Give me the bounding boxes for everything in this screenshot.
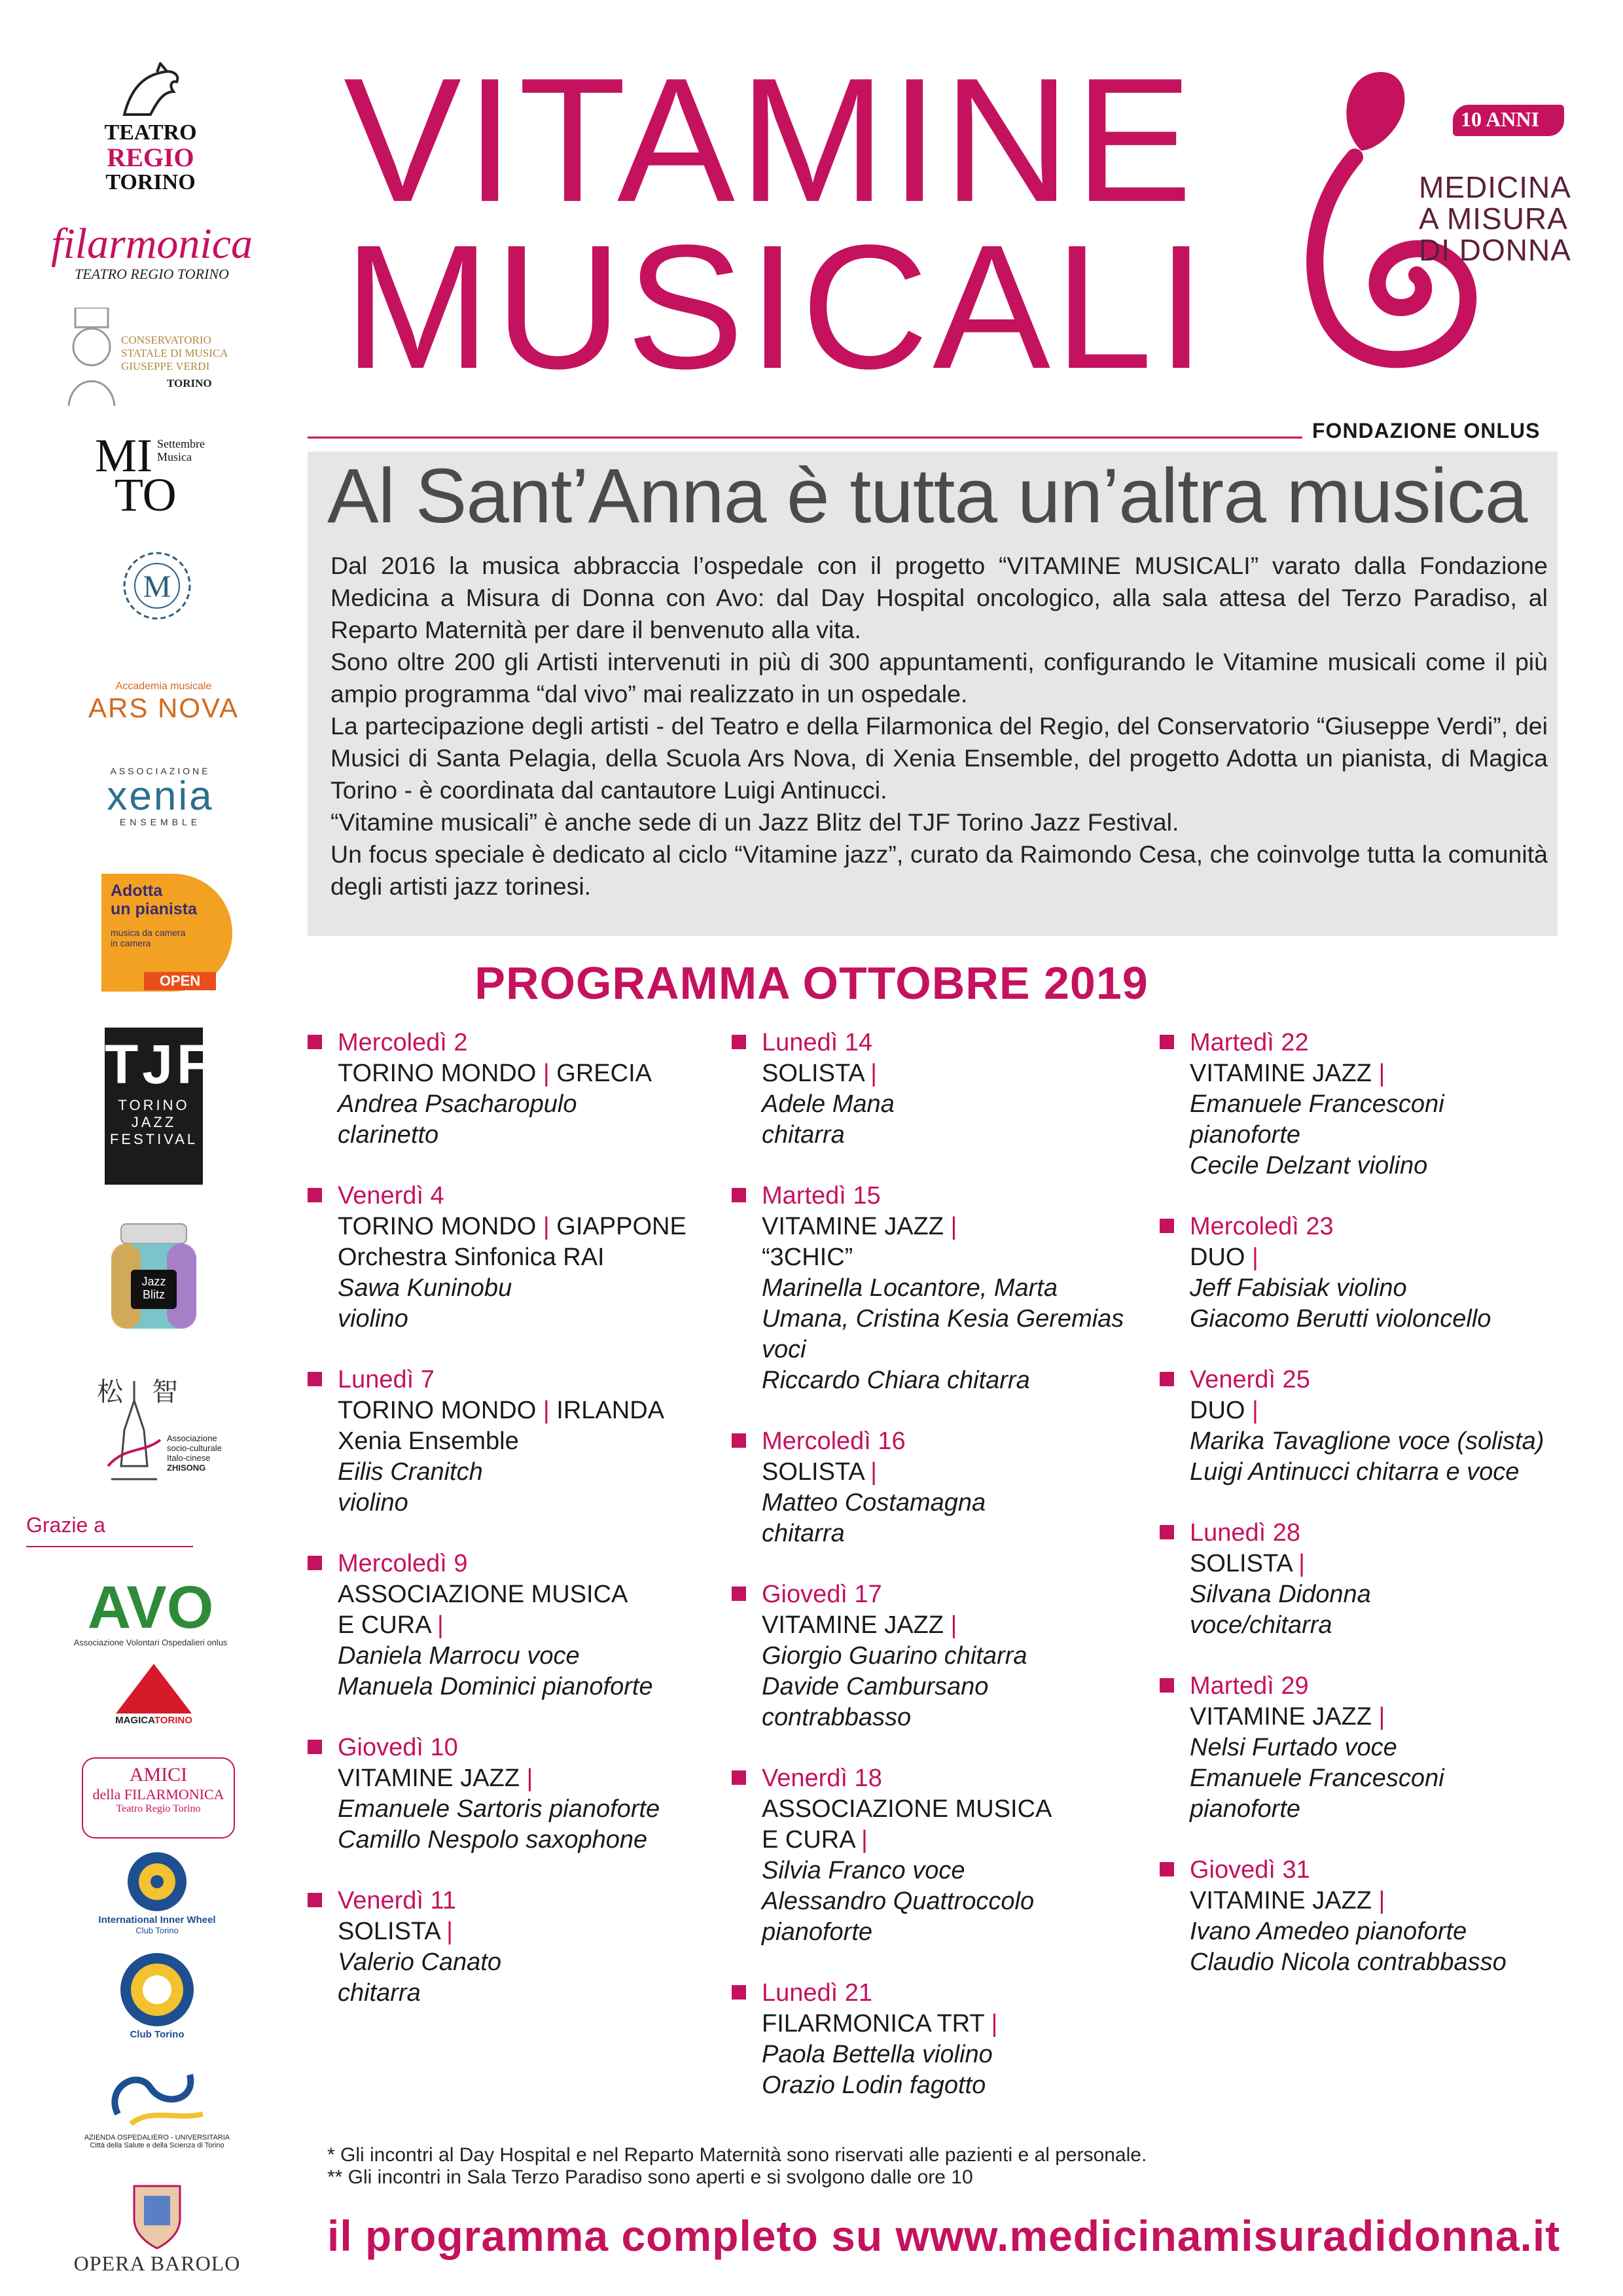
event-date-row	[732, 1426, 1137, 1457]
grazie-label: Grazie a	[26, 1513, 105, 1537]
bullet-square-icon	[1160, 1862, 1174, 1876]
event-performer: Ivano Amedeo pianoforte	[1190, 1918, 1467, 1945]
bullet-square-icon	[732, 1188, 746, 1202]
logo-text-magica-torino: TORINO	[154, 1715, 192, 1726]
event-ensemble: Xenia Ensemble	[338, 1427, 519, 1455]
event-title: VITAMINE JAZZ	[1190, 1703, 1372, 1731]
event-title: TORINO MONDO	[338, 1397, 537, 1424]
event-performer: Emanuele Francesconi	[1190, 1765, 1444, 1792]
bullet-square-icon	[732, 1985, 746, 2000]
event-title-row	[308, 1395, 713, 1426]
event-performer: Valerio Canato	[338, 1948, 501, 1976]
event-title-row	[1160, 1395, 1565, 1426]
event-performer: pianoforte	[1190, 1121, 1301, 1149]
bullet-square-icon	[732, 1433, 746, 1448]
event-date-row	[308, 1365, 713, 1395]
logo-text-magica: MAGICA	[115, 1715, 154, 1726]
logo-text-accademia: Accademia musicale	[115, 681, 212, 692]
intro-paragraph-3: La partecipazione degli artisti - del Teatro e della Filarmonica del Regio, del Conservatorio “Giuseppe Verdi”, dei Musici di Santa Pelagia, della Scuola Ars Nova, di Xenia Ensemble, del progetto Adotta un pianista, di Magica Torino - è coordinata dal cantautore Luigi Antinucci.	[330, 712, 1548, 804]
event-performer: contrabbasso	[762, 1704, 912, 1731]
event-title: ASSOCIAZIONE MUSICA	[338, 1581, 628, 1608]
event-performer: violino	[338, 1305, 408, 1333]
logo-text-cons-torino: TORINO	[167, 377, 212, 389]
event-title-line2: E CURA	[762, 1826, 855, 1854]
event-title: SOLISTA	[762, 1060, 864, 1087]
program-column-2	[732, 1028, 1137, 2131]
logo-text-song: 松	[97, 1377, 123, 1407]
event-date: Giovedì 10	[338, 1734, 458, 1761]
logo-text-un-pianista: un pianista	[111, 900, 197, 918]
event-performer: Nelsi Furtado voce	[1190, 1734, 1397, 1761]
avo-logo	[65, 1574, 236, 1647]
event-performer: Paola Bettella violino	[762, 2041, 993, 2068]
logo-text-sor-club: Club Torino	[130, 2029, 185, 2040]
title-separator: |	[439, 1918, 454, 1945]
event-performer: Alessandro Quattroccolo	[762, 1888, 1035, 1915]
horse-icon	[111, 62, 190, 121]
logo-text-filarmonica-sub: TEATRO REGIO TORINO	[75, 266, 229, 282]
event-date-row	[308, 1732, 713, 1763]
title-separator: |	[1245, 1244, 1258, 1271]
event-item	[732, 1579, 1137, 1733]
logo-text-mi: MI	[95, 429, 152, 482]
event-date: Giovedì 17	[762, 1581, 882, 1608]
logo-text-statale: STATALE DI MUSICA	[121, 347, 228, 359]
event-performer: chitarra	[762, 1121, 845, 1149]
event-performer: Silvia Franco voce	[762, 1857, 965, 1884]
event-date: Martedì 22	[1190, 1029, 1309, 1056]
event-title: SOLISTA	[1190, 1550, 1292, 1577]
logo-text-associazione: ASSOCIAZIONE	[110, 766, 211, 776]
logo-text-blitz: Blitz	[142, 1288, 165, 1301]
logo-text-amici-filarmonica: della FILARMONICA	[92, 1786, 224, 1803]
title-separator: |	[1371, 1887, 1385, 1914]
title-separator: |	[519, 1765, 533, 1792]
bullet-square-icon	[1160, 1525, 1174, 1539]
event-performer: Daniela Marrocu voce	[338, 1642, 580, 1670]
event-country: IRLANDA	[556, 1397, 665, 1424]
org-line-3: DI DONNA	[1419, 233, 1571, 267]
logo-text-torino: TORINO	[105, 170, 196, 194]
program-title: PROGRAMMA OTTOBRE 2019	[474, 958, 1149, 1009]
logo-text-iw-club: Club Torino	[135, 1926, 179, 1935]
footnote-2: ** Gli incontri in Sala Terzo Paradiso sono aperti e si svolgono dalle ore 10	[327, 2166, 973, 2188]
title-separator: |	[430, 1611, 444, 1639]
bullet-square-icon	[732, 1035, 746, 1049]
event-item	[1160, 1671, 1565, 1825]
event-item	[732, 1181, 1137, 1396]
event-item	[308, 1886, 713, 2009]
event-date-row	[732, 1579, 1137, 1610]
logo-text-regio: REGIO	[107, 143, 194, 172]
event-performer: violino	[338, 1489, 408, 1516]
event-ensemble: Orchestra Sinfonica RAI	[338, 1244, 605, 1271]
logo-text-avo: AVO	[87, 1574, 214, 1641]
event-performer: Marika Tavaglione voce (solista)	[1190, 1427, 1544, 1455]
header-rule	[308, 437, 1302, 439]
event-performer: Cecile Delzant violino	[1190, 1152, 1428, 1179]
event-date-row	[308, 1181, 713, 1211]
logo-text-zhi: 智	[152, 1377, 178, 1407]
title-separator: |	[943, 1213, 957, 1240]
event-performer: Marinella Locantore, Marta	[762, 1274, 1058, 1302]
event-title-row	[732, 1058, 1137, 1089]
logo-text-avo-sub: Associazione Volontari Ospedalieri onlus	[73, 1638, 228, 1647]
org-name	[1419, 171, 1571, 266]
event-date: Mercoledì 9	[338, 1550, 468, 1577]
event-title-row	[1160, 1242, 1565, 1273]
bullet-square-icon	[1160, 1678, 1174, 1693]
logo-text-amici: AMICI	[129, 1764, 188, 1785]
logo-text-zh-socio: socio-culturale	[167, 1443, 222, 1453]
magica-torino-logo	[115, 1662, 193, 1728]
event-date: Giovedì 31	[1190, 1856, 1310, 1884]
logo-text-settembre: Settembre	[157, 437, 205, 450]
event-title: ASSOCIAZIONE MUSICA	[762, 1795, 1052, 1823]
logo-text-zh-assoc: Associazione	[167, 1433, 217, 1443]
event-item	[1160, 1518, 1565, 1641]
event-item	[1160, 1028, 1565, 1181]
bullet-square-icon	[308, 1188, 322, 1202]
event-date-row	[308, 1886, 713, 1916]
event-title-row	[308, 1763, 713, 1794]
event-performer: Umana, Cristina Kesia Geremias	[762, 1305, 1124, 1333]
bullet-square-icon	[732, 1770, 746, 1785]
logo-text-tjf-jazz: JAZZ	[131, 1114, 177, 1130]
intro-subtitle: Al Sant’Anna è tutta un’altra musica	[327, 453, 1527, 539]
svg-text:M: M	[143, 569, 171, 604]
event-item	[308, 1181, 713, 1335]
citta-salute-icon	[92, 2062, 223, 2134]
event-title-row-2	[308, 1610, 713, 1641]
xenia-logo	[88, 766, 232, 827]
event-date: Venerdì 18	[762, 1765, 882, 1792]
event-title: TORINO MONDO	[338, 1060, 537, 1087]
event-title: TORINO MONDO	[338, 1213, 537, 1240]
logo-text-conservatorio: CONSERVATORIO	[121, 334, 211, 346]
event-item	[308, 1028, 713, 1151]
event-performer: Davide Cambursano	[762, 1673, 989, 1700]
event-date: Venerdì 25	[1190, 1366, 1310, 1393]
event-item	[732, 1978, 1137, 2101]
event-country: GIAPPONE	[556, 1213, 687, 1240]
main-title-line1: VITAMINE	[344, 42, 1197, 239]
event-item	[1160, 1211, 1565, 1335]
event-date-row	[1160, 1365, 1565, 1395]
jazz-blitz-logo	[95, 1217, 213, 1335]
event-date: Lunedì 28	[1190, 1519, 1301, 1547]
soroptimist-seal-icon	[118, 1950, 196, 2029]
event-date: Mercoledì 23	[1190, 1213, 1334, 1240]
event-ensemble: “3CHIC”	[762, 1244, 853, 1271]
bullet-square-icon	[308, 1035, 322, 1049]
footnote-1: * Gli incontri al Day Hospital e nel Reparto Maternità sono riservati alle pazienti e al personale.	[327, 2144, 1147, 2166]
event-performer: Adele Mana	[762, 1090, 895, 1118]
event-title-row	[1160, 1702, 1565, 1732]
intro-text	[330, 550, 1548, 903]
bullet-square-icon	[1160, 1372, 1174, 1386]
title-separator: |	[1245, 1397, 1258, 1424]
event-title: DUO	[1190, 1244, 1245, 1271]
logo-text-verdi: GIUSEPPE VERDI	[121, 360, 210, 372]
event-performer: voce/chitarra	[1190, 1611, 1332, 1639]
event-date-row	[308, 1028, 713, 1058]
title-separator: |	[536, 1213, 557, 1240]
event-date: Venerdì 11	[338, 1887, 457, 1914]
main-title-line2: MUSICALI	[344, 209, 1210, 406]
event-title: VITAMINE JAZZ	[1190, 1060, 1372, 1087]
logo-text-musica: Musica	[157, 450, 192, 463]
event-date-row	[1160, 1671, 1565, 1702]
event-title-row	[308, 1211, 713, 1242]
azienda-ospedaliera-logo	[65, 2062, 249, 2149]
inner-wheel-logo	[82, 1849, 232, 1935]
event-item	[732, 1763, 1137, 1948]
logo-text-zh-italo: Italo-cinese	[167, 1453, 211, 1463]
open-badge: OPEN	[144, 972, 216, 990]
logo-text-to: TO	[115, 469, 177, 521]
logo-text-musica-camera: musica da camera in camera	[111, 927, 186, 948]
red-triangle-icon	[115, 1662, 193, 1715]
amici-filarmonica-logo	[82, 1757, 235, 1839]
event-title: VITAMINE JAZZ	[762, 1213, 944, 1240]
event-performer: Matteo Costamagna	[762, 1489, 986, 1516]
coat-of-arms-icon	[128, 2179, 187, 2251]
bullet-square-icon	[308, 1372, 322, 1386]
mito-logo	[95, 429, 226, 521]
event-performer: Silvana Didonna	[1190, 1581, 1371, 1608]
event-date-row	[1160, 1855, 1565, 1886]
logo-text-ars-nova: ARS NOVA	[88, 692, 239, 723]
logo-text-azienda: AZIENDA OSPEDALIERO - UNIVERSITARIA	[84, 2134, 230, 2142]
event-title-row	[308, 1916, 713, 1947]
event-title-line2: E CURA	[338, 1611, 431, 1639]
sponsor-sidebar	[0, 0, 275, 2296]
title-separator: |	[984, 2010, 998, 2037]
event-performer: Giacomo Berutti violoncello	[1190, 1305, 1491, 1333]
logo-text-inner-wheel: International Inner Wheel	[98, 1914, 216, 1926]
intro-paragraph-2: Sono oltre 200 gli Artisti intervenuti in più di 300 appuntamenti, configurando le Vitamine musicali come il più ampio programma “dal vivo” mai realizzato in un ospedale.	[330, 648, 1548, 708]
event-date: Lunedì 21	[762, 1979, 873, 2007]
event-title-row	[732, 1457, 1137, 1488]
event-title-row	[732, 1794, 1137, 1825]
event-item	[1160, 1855, 1565, 1978]
event-performer: pianoforte	[762, 1918, 873, 1946]
event-performer: Giorgio Guarino chitarra	[762, 1642, 1027, 1670]
filarmonica-logo	[41, 220, 263, 283]
verdi-portrait-icon	[62, 308, 121, 406]
title-separator: |	[1371, 1060, 1385, 1087]
event-performer: Riccardo Chiara chitarra	[762, 1367, 1030, 1394]
website-link[interactable]: il programma completo su www.medicinamisuradidonna.it	[327, 2212, 1561, 2260]
event-date: Mercoledì 16	[762, 1427, 906, 1455]
event-performer: pianoforte	[1190, 1795, 1301, 1823]
event-date-row	[732, 1978, 1137, 2009]
event-performer: Jeff Fabisiak violino	[1190, 1274, 1407, 1302]
event-date-row	[1160, 1211, 1565, 1242]
logo-text-filarmonica: filarmonica	[51, 220, 253, 268]
title-separator: |	[863, 1458, 878, 1486]
org-line-1: MEDICINA	[1419, 170, 1571, 204]
event-performer: Orazio Lodin fagotto	[762, 2072, 986, 2099]
musici-santa-pelagia-logo	[111, 543, 203, 628]
bullet-square-icon	[308, 1556, 322, 1570]
opera-barolo-logo	[65, 2179, 249, 2276]
event-title: VITAMINE JAZZ	[338, 1765, 520, 1792]
intro-paragraph-4: “Vitamine musicali” è anche sede di un Jazz Blitz del TJF Torino Jazz Festival.	[330, 808, 1179, 836]
logo-text-citta-salute: Città della Salute e della Scienza di Torino	[90, 2142, 224, 2149]
event-performer: voci	[762, 1336, 806, 1363]
intro-paragraph-5: Un focus speciale è dedicato al ciclo “Vitamine jazz”, curato da Raimondo Cesa, che coinvolge tutta la comunità degli artisti jazz torinesi.	[330, 840, 1548, 900]
event-title: VITAMINE JAZZ	[762, 1611, 944, 1639]
logo-text-xenia: xenia	[107, 774, 214, 819]
event-performer: Emanuele Sartoris pianoforte	[338, 1795, 660, 1823]
bullet-square-icon	[308, 1893, 322, 1907]
event-item	[308, 1732, 713, 1856]
event-title-row	[732, 1610, 1137, 1641]
event-date: Lunedì 7	[338, 1366, 435, 1393]
bullet-square-icon	[1160, 1035, 1174, 1049]
event-title-row	[1160, 1058, 1565, 1089]
logo-text-tjf-torino: TORINO	[118, 1097, 190, 1113]
event-performer: Andrea Psacharopulo	[338, 1090, 577, 1118]
logo-text-jazz: Jazz	[141, 1275, 166, 1288]
ten-years-text: 10 ANNI	[1461, 107, 1540, 131]
event-performer: chitarra	[338, 1979, 421, 2007]
teatro-regio-logo	[98, 62, 203, 194]
title-separator: |	[863, 1060, 878, 1087]
logo-text-tjf: TJF	[105, 1033, 215, 1095]
event-title-row	[308, 1058, 713, 1089]
event-date-row	[1160, 1518, 1565, 1549]
event-date-row	[308, 1549, 713, 1579]
logo-text-zh-name: ZHISONG	[167, 1463, 206, 1473]
tjf-logo	[105, 1028, 215, 1185]
event-date-row	[732, 1028, 1137, 1058]
event-date: Venerdì 4	[338, 1182, 444, 1210]
grazie-divider	[26, 1546, 193, 1547]
event-performer: Luigi Antinucci chitarra e voce	[1190, 1458, 1520, 1486]
program-column-3	[1160, 1028, 1565, 2008]
event-performer: Manuela Dominici pianoforte	[338, 1673, 653, 1700]
event-title-row	[732, 2009, 1137, 2039]
foundation-label: FONDAZIONE ONLUS	[1312, 419, 1541, 442]
event-performer: Sawa Kuninobu	[338, 1274, 512, 1302]
event-title-row	[1160, 1549, 1565, 1579]
title-separator: |	[943, 1611, 957, 1639]
event-title: SOLISTA	[338, 1918, 440, 1945]
event-performer: Emanuele Francesconi	[1190, 1090, 1444, 1118]
event-date-row	[732, 1181, 1137, 1211]
logo-text-amici-teatro: Teatro Regio Torino	[116, 1803, 201, 1814]
event-date-row	[1160, 1028, 1565, 1058]
event-item	[1160, 1365, 1565, 1488]
event-performer: Claudio Nicola contrabbasso	[1190, 1948, 1507, 1976]
mole-antonelliana-icon	[105, 1368, 164, 1486]
logo-text-opera-barolo: OPERA BAROLO	[73, 2251, 241, 2275]
logo-text-ensemble: ENSEMBLE	[119, 817, 202, 827]
event-title: VITAMINE JAZZ	[1190, 1887, 1372, 1914]
bullet-square-icon	[732, 1587, 746, 1601]
event-date: Mercoledì 2	[338, 1029, 468, 1056]
wheel-icon	[124, 1849, 190, 1914]
event-item	[308, 1549, 713, 1702]
soroptimist-logo	[115, 1950, 200, 2040]
event-title: FILARMONICA TRT	[762, 2010, 984, 2037]
zhisong-logo	[79, 1368, 229, 1486]
event-performer: Eilis Cranitch	[338, 1458, 483, 1486]
event-performer: Camillo Nespolo saxophone	[338, 1826, 648, 1854]
title-separator: |	[854, 1826, 868, 1854]
event-date: Martedì 15	[762, 1182, 881, 1210]
event-performer: chitarra	[762, 1520, 845, 1547]
event-title: SOLISTA	[762, 1458, 864, 1486]
logo-text-adotta: Adotta	[111, 882, 163, 900]
event-country: GRECIA	[556, 1060, 652, 1087]
event-date-row	[732, 1763, 1137, 1794]
title-separator: |	[1371, 1703, 1385, 1731]
event-item	[732, 1426, 1137, 1549]
event-title-row	[732, 1211, 1137, 1242]
bullet-square-icon	[1160, 1219, 1174, 1233]
event-title: DUO	[1190, 1397, 1245, 1424]
event-date: Martedì 29	[1190, 1672, 1309, 1700]
bullet-square-icon	[308, 1740, 322, 1754]
logo-text-teatro: TEATRO	[104, 120, 197, 145]
title-separator: |	[1291, 1550, 1306, 1577]
program-column-1	[308, 1028, 713, 2039]
event-date: Lunedì 14	[762, 1029, 873, 1056]
event-title-row	[308, 1579, 713, 1610]
event-title-row-2	[732, 1825, 1137, 1856]
org-line-2: A MISURA	[1419, 202, 1568, 236]
title-separator: |	[536, 1397, 557, 1424]
event-title-row	[1160, 1886, 1565, 1916]
event-item	[308, 1365, 713, 1518]
title-separator: |	[536, 1060, 557, 1087]
event-performer: clarinetto	[338, 1121, 439, 1149]
logo-text-tjf-festival: FESTIVAL	[109, 1131, 198, 1147]
ars-nova-logo	[69, 681, 259, 724]
ornamental-m-icon	[115, 543, 200, 628]
event-item	[732, 1028, 1137, 1151]
intro-paragraph-1: Dal 2016 la musica abbraccia l’ospedale con il progetto “VITAMINE MUSICALI” varato dalla Fondazione Medicina a Misura di Donna con Avo: dal Day Hospital oncologico, alla sala attesa del Terzo Paradiso, al Reparto Maternità per dare il benvenuto alla vita.	[330, 552, 1548, 643]
